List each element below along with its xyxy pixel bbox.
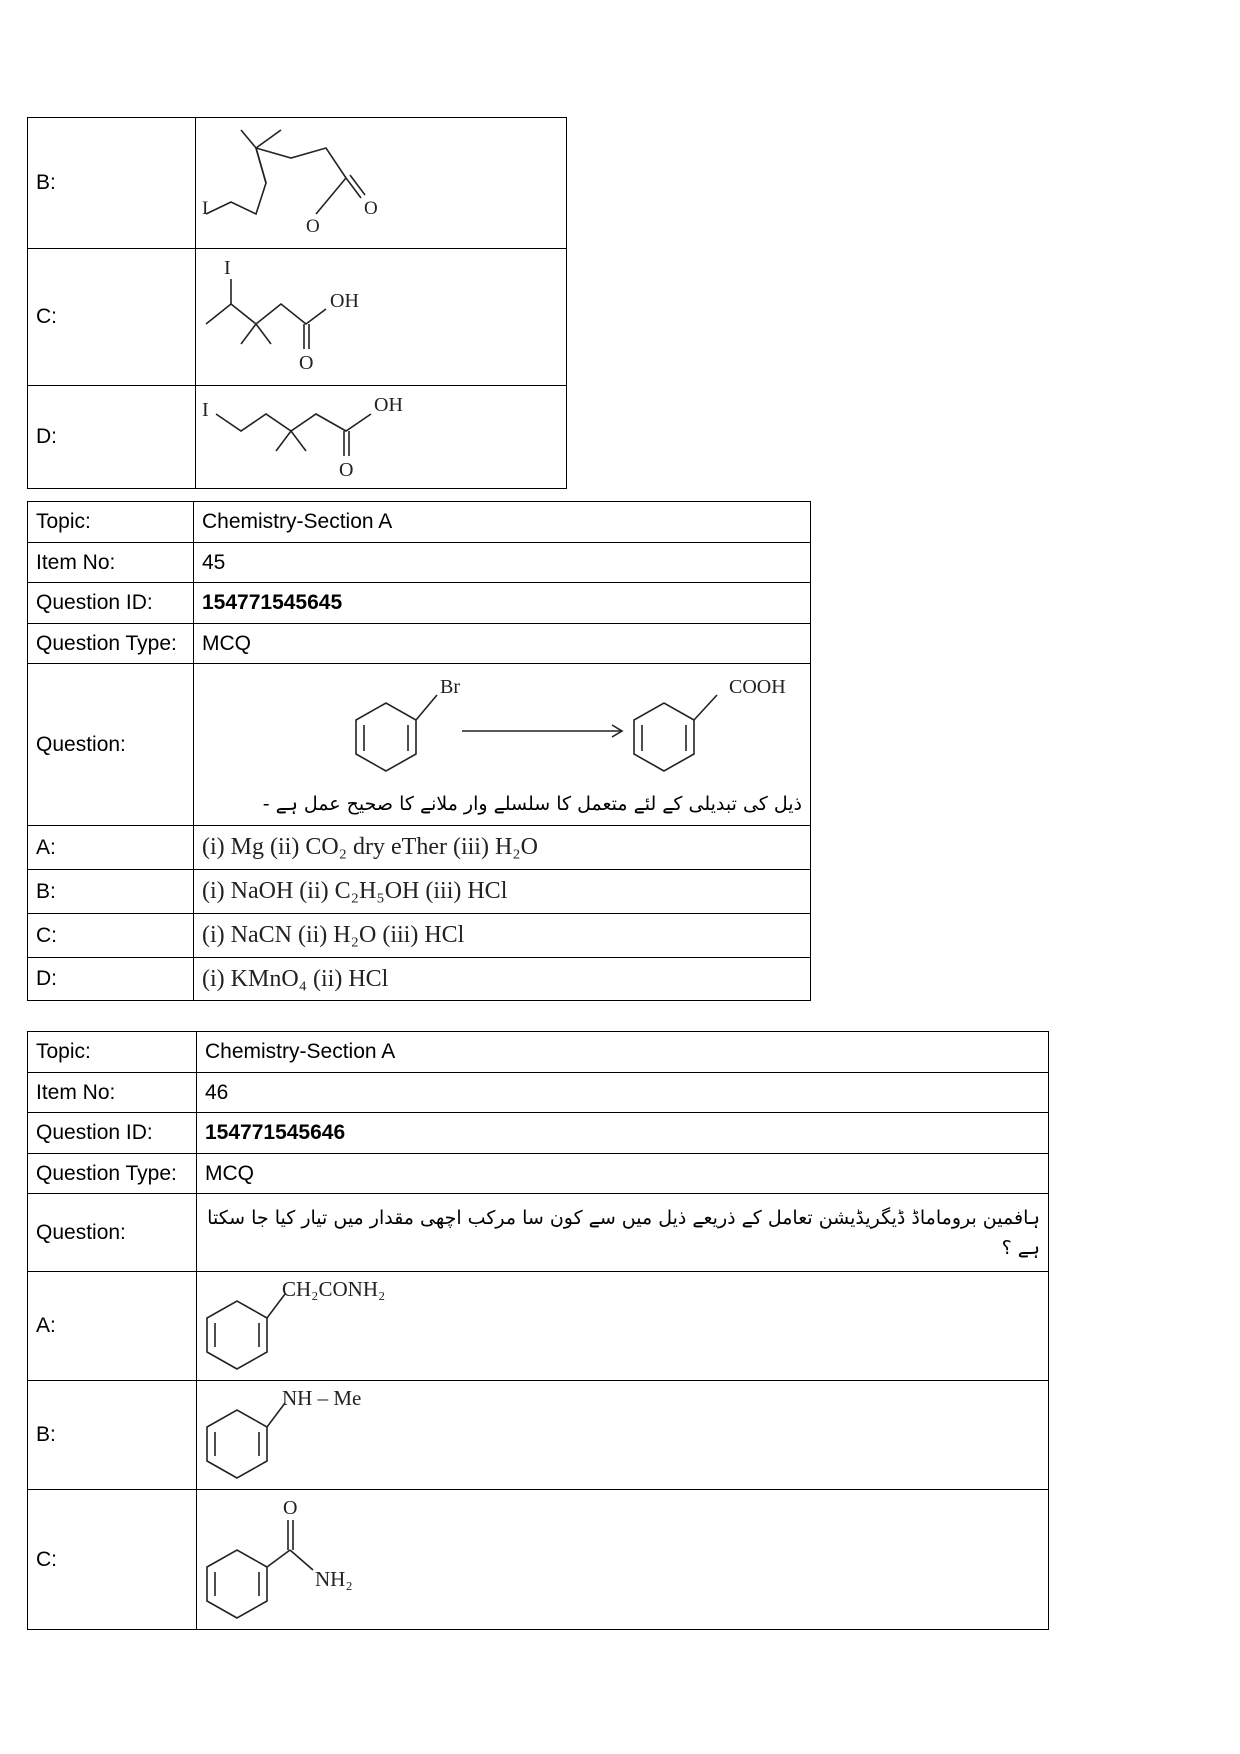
item-label: Item No:: [28, 1073, 197, 1113]
benzene-ring: [634, 703, 694, 771]
iodo-acid-structure-d: [196, 386, 566, 482]
table-row: [28, 118, 567, 249]
option-label: D:: [28, 958, 194, 1001]
carbon-chain-bond: [206, 304, 326, 324]
topic-label: Topic:: [28, 1032, 197, 1073]
atom-label: O: [364, 198, 378, 219]
table-row: [28, 1154, 1049, 1194]
substituent-label: NH – Me: [282, 1386, 362, 1410]
option-label: B:: [28, 870, 194, 914]
table-row: [28, 1032, 1049, 1073]
option-label: C:: [28, 249, 196, 386]
atom-label: O: [339, 459, 354, 481]
benzene-ring: [356, 703, 416, 771]
option-d-structure: [196, 386, 567, 489]
question-label: Question:: [28, 664, 194, 826]
question-id-label: Question ID:: [28, 1113, 197, 1154]
topic-label: Topic:: [28, 502, 194, 543]
option-a-structure: [197, 1272, 1049, 1381]
table-row: [28, 826, 811, 870]
question-body: [194, 664, 811, 826]
atom-label: OH: [330, 290, 359, 312]
question-id-label: Question ID:: [28, 583, 194, 624]
table-row: [28, 502, 811, 543]
atom-label: I: [224, 257, 231, 279]
table-row: [28, 1113, 1049, 1154]
table-row: [28, 583, 811, 624]
table-row: [28, 1272, 1049, 1381]
benzene-ring: [207, 1410, 267, 1478]
benzene-ring: [207, 1301, 267, 1369]
table-row: [28, 1381, 1049, 1490]
question-id-value: 154771545646: [197, 1113, 1049, 1154]
item-label: Item No:: [28, 543, 194, 583]
table-row: [28, 914, 811, 958]
benzamide-structure: [197, 1490, 497, 1623]
reactant-substituent: Br: [440, 675, 460, 698]
table-row: [28, 870, 811, 914]
lactone-structure: [196, 118, 566, 242]
option-label: A:: [28, 1272, 197, 1381]
lactone-ring-bond: [206, 148, 346, 214]
prev-question-options-table: [27, 117, 567, 489]
substituent-label: CH₂CONH₂: [282, 1277, 386, 1301]
option-label: C:: [28, 1490, 197, 1630]
table-row: [28, 543, 811, 583]
table-row: [28, 386, 567, 489]
atom-label: O: [283, 1497, 298, 1519]
option-b-text: (i) NaOH (ii) C₂H₅OH (iii) HCl: [194, 870, 811, 914]
item-value: 45: [194, 543, 811, 583]
benzene-ring: [207, 1550, 267, 1618]
item-value: 46: [197, 1073, 1049, 1113]
table-row: [28, 1194, 1049, 1272]
topic-value: Chemistry-Section A: [194, 502, 811, 543]
atom-label: I: [202, 198, 209, 219]
phenylacetamide-structure: [197, 1272, 497, 1374]
option-label: D:: [28, 386, 196, 489]
table-row: [28, 1490, 1049, 1630]
option-a-text: (i) Mg (ii) CO₂ dry eTher (iii) H₂O: [194, 826, 811, 870]
question-46-table: [27, 1031, 1049, 1630]
option-label: B:: [28, 118, 196, 249]
option-label: A:: [28, 826, 194, 870]
question-id-value: 154771545645: [194, 583, 811, 624]
option-b-structure: [197, 1381, 1049, 1490]
question-type-label: Question Type:: [28, 624, 194, 664]
table-row: [28, 1073, 1049, 1113]
atom-label: NH₂: [315, 1567, 353, 1591]
question-text: ہافمین بروماماڈ ڈیگریڈیشن تعامل کے ذریعے ذیل میں سے کون سا مرکب اچھی مقدار میں تیار کیا جا سکتا ہے ؟: [197, 1194, 1049, 1272]
topic-value: Chemistry-Section A: [197, 1032, 1049, 1073]
iodo-acid-structure: [196, 249, 566, 379]
option-d-text: (i) KMnO₄ (ii) HCl: [194, 958, 811, 1001]
question-text: ذیل کی تبدیلی کے لئے متعمل کا سلسلے وار ملانے کا صحیح عمل ہے -: [262, 792, 802, 815]
table-row: [28, 249, 567, 386]
option-c-structure: [196, 249, 567, 386]
table-row: [28, 624, 811, 664]
option-c-text: (i) NaCN (ii) H₂O (iii) HCl: [194, 914, 811, 958]
reaction-scheme: [202, 671, 802, 789]
option-label: C:: [28, 914, 194, 958]
question-type-value: MCQ: [194, 624, 811, 664]
table-row: [28, 958, 811, 1001]
atom-label: OH: [374, 394, 403, 416]
option-c-structure: [197, 1490, 1049, 1630]
atom-label: O: [306, 216, 320, 237]
option-label: B:: [28, 1381, 197, 1490]
question-label: Question:: [28, 1194, 197, 1272]
n-methylaniline-structure: [197, 1381, 497, 1483]
carbon-chain-bond: [216, 414, 371, 431]
atom-label: O: [299, 352, 314, 374]
question-type-label: Question Type:: [28, 1154, 197, 1194]
question-45-table: [27, 501, 811, 1001]
option-b-structure: [196, 118, 567, 249]
question-type-value: MCQ: [197, 1154, 1049, 1194]
product-substituent: COOH: [729, 675, 786, 698]
atom-label: I: [202, 399, 209, 421]
table-row: [28, 664, 811, 826]
